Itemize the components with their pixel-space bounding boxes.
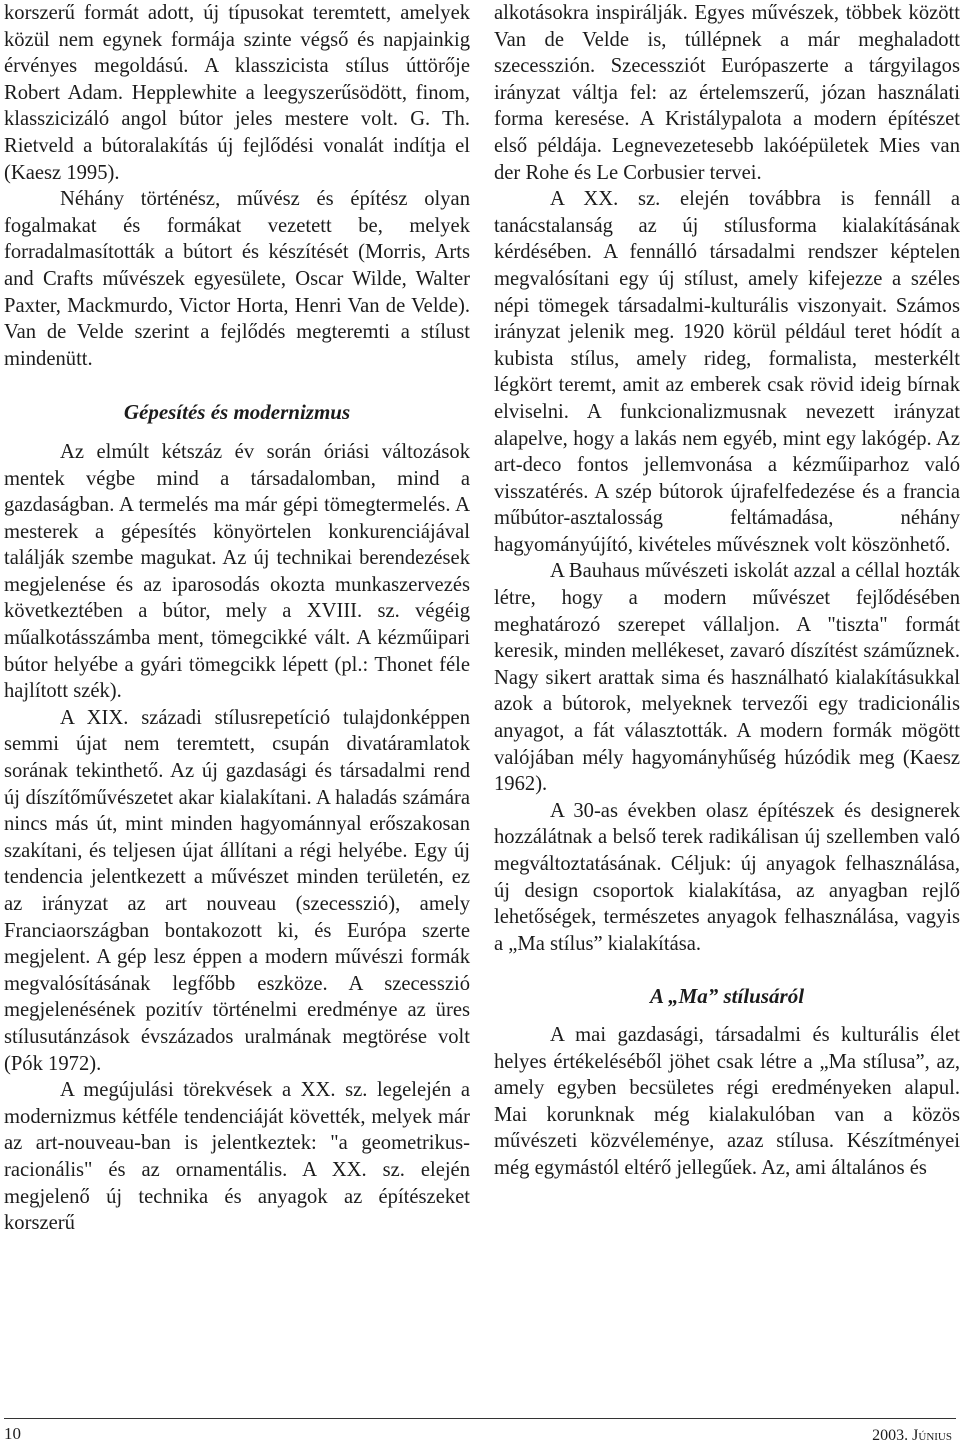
paragraph: Az elmúlt kétszáz év során óriási változások mentek végbe mind a társadalomban, mind a gazdaságban. A termelés ma már gépi tömegtermelés. A mesterek a gépesítés könyörtelen konkurenciájával találják szembe magukat. Az új technikai berendezések megjelenése és az iparosodás okozta munkaszervezés következtében a bútor, mely a XVIII. sz. végéig műalkotásszámba ment, tömegcikké vált. A kézműipari bútor helyébe a gyári tömegcikk lépett (pl.: Thonet féle hajlított szék). [4, 440, 470, 703]
spacer [4, 426, 470, 439]
footer-rule [4, 1418, 956, 1419]
issue-date: 2003. Június [872, 1427, 952, 1444]
section-heading: Gépesítés és modernizmus [123, 400, 351, 425]
paragraph: Néhány történész, művész és építész olyan fogalmakat és formákat vezetett be, melyek forradalmasították a bútort és készítését (Morris, Arts and Crafts művészek egyesülete, Oscar Wilde, Walter Paxter, Mackmurdo, Victor Horta, Henri Van de Velde). Van de Velde szerint a fejlődés megteremti a stílust mindenütt. [4, 188, 470, 370]
paragraph: A megújulási törekvések a XX. sz. legelején a modernizmus kétféle tendenciáját követték, melyek már az art-nouveau-ban is jelentkeztek: "a geometrikus-racionális" és az ornamentális. A XX. sz. elején megjelenő új technika és anyagok az építészeket korszerű [4, 1079, 470, 1235]
section-heading: A „Ma” stílusáról [649, 984, 805, 1009]
paragraph: A Bauhaus művészeti iskolát azzal a céllal hozták létre, hogy a modern művészet fejlődésében meghatározó szerepet vállaljon. A "tiszta" formát keresik, minden mellékeset, zavaró díszítést száműznek. Nagy sikert arattak sima és használható kialakításukkal azok a bútorok, melyeknek tervezői egy tradicionális anyagot, a fát választották. A modern formák mögött valójában mély hagyományhűség húzódik meg (Kaesz 1962). [494, 560, 960, 796]
spacer [494, 957, 960, 983]
spacer [494, 1010, 960, 1022]
paragraph: A XIX. századi stílusrepetíció tulajdonképpen semmi újat nem teremtett, csupán divatáramlatok sorának tekinthető. Az új gazdasági és társadalmi rend új díszítőművészetet akar kialakítani. A haladás számára nincs más út, mint minden hagyománnyal erőszakosan szakítani, és teljesen újat állítani a régi helyébe. Egy új tendencia jelentkezett a művészet minden területén, ez az irányzat az art nouveau (szecesszió), amely Franciaországban bontakozott ki, és Európa szerte megjelent. A gép lesz éppen a modern művészi formák megvalósításának legfőbb eszköze. A szecesszió megjelenésének pozitív történelmi eredménye az üres stílusutánzások évszázados uralmának megtörése volt (Pók 1972). [4, 706, 470, 1075]
paragraph: A XX. sz. elején továbbra is fennáll a tanácstalanság az új stílusforma kialakításának kérdésében. A fennálló társadalmi rendszer képtelen megvalósítani egy új stílust, amely kifejezze a széles népi tömegek társadalmi-kulturális viszonyait. Számos irányzat jelenik meg. 1920 körül például teret hódít a kubista stílus, amely rideg, formalista, mesterkélt légkört teremt, amit az emberek csak rövid ideig bírnak elviselni. A funkcionalizmusnak nevezett irányzat alapelve, hogy a lakás nem egyéb, mint egy lakógép. Az art-deco fontos jellemvonása a kézműiparhoz való visszatérés. A szép bútorok újrafelfedezése és a francia műbútor-asztalosság feltámadása, néhány hagyományújító, kivételes művésznek volt köszönhető. [494, 188, 960, 556]
paragraph: alkotásokra inspirálják. Egyes művészek, többek között Van de Velde is, túllépnek a már meghaladott szecesszión. Szecessziót Európaszerte a tárgyilagos irányzat váltja fel: az értelemszerű, józan használati forma keresése. A Kristálypalota a modern építészet első példája. Legnevezetesebb lakóépületek Mies van der Rohe és Le Corbusier tervei. [494, 2, 960, 184]
paragraph: A 30-as években olasz építészek és designerek hozzálátnak a belső terek radikálisan új szellemben való megváltoztatásának. Céljuk: új anyagok felhasználása, új design csoportok kialakítása, az anyagban rejlő lehetőségek, természetes anyagok felhasználása, vagyis a „Ma stílus” kialakítása. [494, 799, 960, 955]
right-column [494, 0, 960, 1182]
left-column [4, 0, 470, 1237]
paragraph: A mai gazdasági, társadalmi és kulturális élet helyes értékeléséből jöhet csak létre a „Ma stílusa”, az, amely egyben becsületes régi eredményeken alapul. Mai korunknak még kialakulóban van a közös művészeti közvéleménye, azaz stílusa. Készítményei még egymástól eltérő jellegűek. Az, ami általános és [494, 1023, 960, 1179]
paragraph: korszerű formát adott, új típusokat teremtett, amelyek közül nem egynek formája szinte végső és napjainkig érvényes megoldású. A klasszicista stílus úttörője Robert Adam. Hepplewhite a leegyszerűsödött, finom, klasszicizáló angol bútor jeles mestere volt. G. Th. Rietveld a bútoralakítás új fejlődési vonalát indítja el (Kaesz 1995). [4, 2, 470, 184]
page-number: 10 [4, 1424, 21, 1443]
spacer [4, 372, 470, 399]
